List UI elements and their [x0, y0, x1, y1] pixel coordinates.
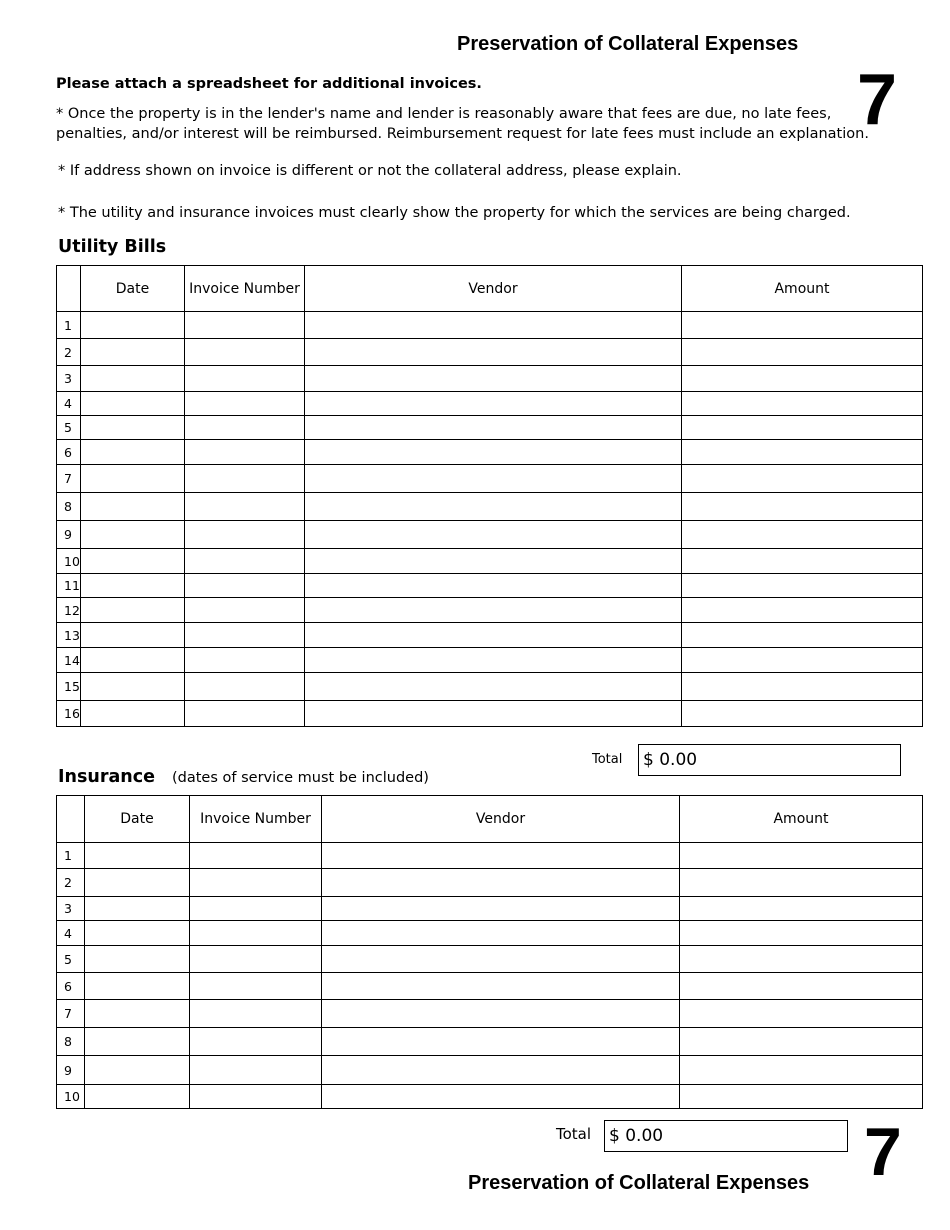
row-number: 6 — [57, 973, 85, 1000]
date-cell[interactable] — [81, 366, 185, 392]
vendor-cell[interactable] — [305, 623, 682, 648]
amount-cell[interactable] — [682, 339, 923, 366]
date-cell[interactable] — [85, 869, 190, 897]
row-number: 11 — [57, 574, 81, 598]
row-number-header — [57, 266, 81, 312]
vendor-cell[interactable] — [305, 521, 682, 549]
insurance-total-label: Total — [556, 1125, 592, 1143]
amount-cell[interactable] — [682, 673, 923, 701]
table-row — [57, 1028, 923, 1056]
table-row — [57, 440, 923, 465]
date-cell[interactable] — [81, 598, 185, 623]
amount-cell[interactable] — [682, 392, 923, 416]
row-number: 4 — [57, 392, 81, 416]
insurance-table — [56, 795, 923, 1109]
amount-cell[interactable] — [682, 312, 923, 339]
late-fees-note-line2: penalties, and/or interest will be reimbursed. Reimbursement request for late fees must include an explanation. — [56, 126, 869, 142]
vendor-cell[interactable] — [322, 946, 680, 973]
table-row — [57, 946, 923, 973]
date-cell[interactable] — [85, 946, 190, 973]
table-row — [57, 648, 923, 673]
vendor-cell[interactable] — [322, 1028, 680, 1056]
footer-title: Preservation of Collateral Expenses — [468, 1172, 810, 1194]
date-cell[interactable] — [81, 440, 185, 465]
vendor-cell[interactable] — [305, 673, 682, 701]
vendor-cell[interactable] — [305, 465, 682, 493]
date-cell[interactable] — [85, 1000, 190, 1028]
invoice-number-cell[interactable] — [190, 1028, 322, 1056]
amount-cell[interactable] — [682, 366, 923, 392]
row-number: 1 — [57, 312, 81, 339]
table-header-row — [57, 266, 923, 312]
date-cell[interactable] — [81, 623, 185, 648]
row-number: 8 — [57, 1028, 85, 1056]
amount-cell[interactable] — [682, 521, 923, 549]
table-row — [57, 1000, 923, 1028]
amount-cell[interactable] — [680, 1028, 923, 1056]
vendor-cell[interactable] — [305, 574, 682, 598]
invoice-number-cell[interactable] — [190, 897, 322, 921]
table-row — [57, 549, 923, 574]
invoice-number-cell[interactable] — [185, 493, 305, 521]
vendor-cell[interactable] — [305, 493, 682, 521]
invoice-number-cell[interactable] — [190, 1000, 322, 1028]
invoice-number-cell[interactable] — [185, 598, 305, 623]
row-number: 5 — [57, 416, 81, 440]
insurance-total-field[interactable]: $ 0.00 — [604, 1120, 848, 1152]
vendor-cell[interactable] — [322, 973, 680, 1000]
vendor-cell[interactable] — [322, 921, 680, 946]
invoice-number-cell[interactable] — [185, 521, 305, 549]
amount-cell[interactable] — [680, 869, 923, 897]
amount-cell[interactable] — [682, 416, 923, 440]
date-cell[interactable] — [81, 465, 185, 493]
insurance-title: Insurance — [58, 767, 155, 787]
table-row — [57, 921, 923, 946]
date-cell[interactable] — [85, 1028, 190, 1056]
amount-cell[interactable] — [680, 1056, 923, 1085]
row-number: 2 — [57, 339, 81, 366]
table-row — [57, 897, 923, 921]
vendor-column-header: Vendor — [322, 796, 680, 843]
amount-column-header: Amount — [682, 266, 923, 312]
table-row — [57, 1085, 923, 1109]
vendor-cell[interactable] — [322, 1056, 680, 1085]
table-row — [57, 843, 923, 869]
row-number: 10 — [57, 549, 81, 574]
vendor-cell[interactable] — [322, 869, 680, 897]
invoice-number-cell[interactable] — [190, 921, 322, 946]
invoice-number-cell[interactable] — [190, 1056, 322, 1085]
vendor-cell[interactable] — [322, 1085, 680, 1109]
table-row — [57, 623, 923, 648]
row-number: 5 — [57, 946, 85, 973]
invoice-number-cell[interactable] — [185, 416, 305, 440]
attach-note: Please attach a spreadsheet for additional invoices. — [56, 76, 482, 92]
amount-cell[interactable] — [680, 897, 923, 921]
row-number: 7 — [57, 1000, 85, 1028]
amount-cell[interactable] — [682, 701, 923, 727]
invoice-number-cell[interactable] — [190, 843, 322, 869]
date-cell[interactable] — [81, 416, 185, 440]
date-cell[interactable] — [85, 973, 190, 1000]
date-cell[interactable] — [85, 897, 190, 921]
date-cell[interactable] — [85, 1056, 190, 1085]
row-number: 6 — [57, 440, 81, 465]
row-number: 7 — [57, 465, 81, 493]
date-cell[interactable] — [81, 392, 185, 416]
form-number: 7 — [857, 60, 898, 140]
amount-cell[interactable] — [682, 549, 923, 574]
invoice-number-cell[interactable] — [185, 673, 305, 701]
table-row — [57, 574, 923, 598]
invoice-number-cell[interactable] — [190, 946, 322, 973]
amount-cell[interactable] — [682, 648, 923, 673]
row-number: 13 — [57, 623, 81, 648]
vendor-cell[interactable] — [305, 549, 682, 574]
vendor-cell[interactable] — [305, 339, 682, 366]
date-cell[interactable] — [85, 921, 190, 946]
date-cell[interactable] — [81, 701, 185, 727]
row-number-header — [57, 796, 85, 843]
invoice-number-column-header: Invoice Number — [185, 266, 305, 312]
table-row — [57, 1056, 923, 1085]
vendor-cell[interactable] — [305, 648, 682, 673]
row-number: 2 — [57, 869, 85, 897]
footer-form-number: 7 — [864, 1114, 902, 1190]
amount-cell[interactable] — [682, 574, 923, 598]
invoice-number-column-header: Invoice Number — [190, 796, 322, 843]
row-number: 14 — [57, 648, 81, 673]
invoice-number-cell[interactable] — [190, 1085, 322, 1109]
date-cell[interactable] — [81, 521, 185, 549]
table-row — [57, 521, 923, 549]
vendor-cell[interactable] — [322, 843, 680, 869]
amount-cell[interactable] — [682, 440, 923, 465]
amount-cell[interactable] — [680, 921, 923, 946]
row-number: 1 — [57, 843, 85, 869]
table-row — [57, 673, 923, 701]
invoice-number-cell[interactable] — [185, 549, 305, 574]
vendor-cell[interactable] — [322, 897, 680, 921]
invoice-number-cell[interactable] — [185, 339, 305, 366]
table-row — [57, 366, 923, 392]
date-cell[interactable] — [81, 339, 185, 366]
date-cell[interactable] — [85, 843, 190, 869]
invoice-number-cell[interactable] — [185, 312, 305, 339]
row-number: 10 — [57, 1085, 85, 1109]
row-number: 8 — [57, 493, 81, 521]
date-cell[interactable] — [81, 673, 185, 701]
amount-column-header: Amount — [680, 796, 923, 843]
date-cell[interactable] — [81, 493, 185, 521]
date-cell[interactable] — [85, 1085, 190, 1109]
invoice-number-cell[interactable] — [185, 623, 305, 648]
row-number: 4 — [57, 921, 85, 946]
table-row — [57, 465, 923, 493]
utility-bills-table — [56, 265, 923, 727]
row-number: 9 — [57, 521, 81, 549]
amount-cell[interactable] — [680, 1000, 923, 1028]
table-row — [57, 598, 923, 623]
vendor-cell[interactable] — [305, 366, 682, 392]
invoice-number-cell[interactable] — [185, 648, 305, 673]
late-fees-note-line1: * Once the property is in the lender's name and lender is reasonably aware that fees are due, no late fees, — [56, 106, 832, 122]
amount-cell[interactable] — [680, 1085, 923, 1109]
invoice-note: * The utility and insurance invoices must clearly show the property for which the services are being charged. — [58, 205, 851, 221]
vendor-cell[interactable] — [305, 440, 682, 465]
insurance-note: (dates of service must be included) — [172, 770, 429, 786]
date-cell[interactable] — [81, 574, 185, 598]
table-row — [57, 312, 923, 339]
amount-cell[interactable] — [682, 493, 923, 521]
table-row — [57, 339, 923, 366]
table-row — [57, 416, 923, 440]
page-title: Preservation of Collateral Expenses — [457, 33, 799, 55]
date-cell[interactable] — [81, 549, 185, 574]
row-number: 12 — [57, 598, 81, 623]
invoice-number-cell[interactable] — [185, 366, 305, 392]
invoice-number-cell[interactable] — [190, 869, 322, 897]
utility-bills-title: Utility Bills — [58, 237, 167, 257]
vendor-cell[interactable] — [305, 701, 682, 727]
amount-cell[interactable] — [682, 465, 923, 493]
invoice-number-cell[interactable] — [185, 440, 305, 465]
invoice-number-cell[interactable] — [185, 392, 305, 416]
amount-cell[interactable] — [682, 623, 923, 648]
vendor-cell[interactable] — [305, 416, 682, 440]
table-row — [57, 701, 923, 727]
row-number: 16 — [57, 701, 81, 727]
vendor-cell[interactable] — [305, 392, 682, 416]
table-header-row — [57, 796, 923, 843]
vendor-cell[interactable] — [305, 312, 682, 339]
table-row — [57, 869, 923, 897]
invoice-number-cell[interactable] — [185, 574, 305, 598]
row-number: 15 — [57, 673, 81, 701]
row-number: 3 — [57, 366, 81, 392]
table-row — [57, 973, 923, 1000]
utility-total-label: Total — [592, 752, 623, 767]
row-number: 3 — [57, 897, 85, 921]
table-row — [57, 493, 923, 521]
date-cell[interactable] — [81, 312, 185, 339]
address-note: * If address shown on invoice is different or not the collateral address, please explain. — [58, 163, 682, 179]
date-cell[interactable] — [81, 648, 185, 673]
vendor-cell[interactable] — [322, 1000, 680, 1028]
invoice-number-cell[interactable] — [185, 701, 305, 727]
row-number: 9 — [57, 1056, 85, 1085]
amount-cell[interactable] — [682, 598, 923, 623]
amount-cell[interactable] — [680, 843, 923, 869]
vendor-cell[interactable] — [305, 598, 682, 623]
invoice-number-cell[interactable] — [190, 973, 322, 1000]
amount-cell[interactable] — [680, 973, 923, 1000]
date-column-header: Date — [85, 796, 190, 843]
invoice-number-cell[interactable] — [185, 465, 305, 493]
date-column-header: Date — [81, 266, 185, 312]
vendor-column-header: Vendor — [305, 266, 682, 312]
utility-total-field[interactable]: $ 0.00 — [638, 744, 901, 776]
table-row — [57, 392, 923, 416]
amount-cell[interactable] — [680, 946, 923, 973]
